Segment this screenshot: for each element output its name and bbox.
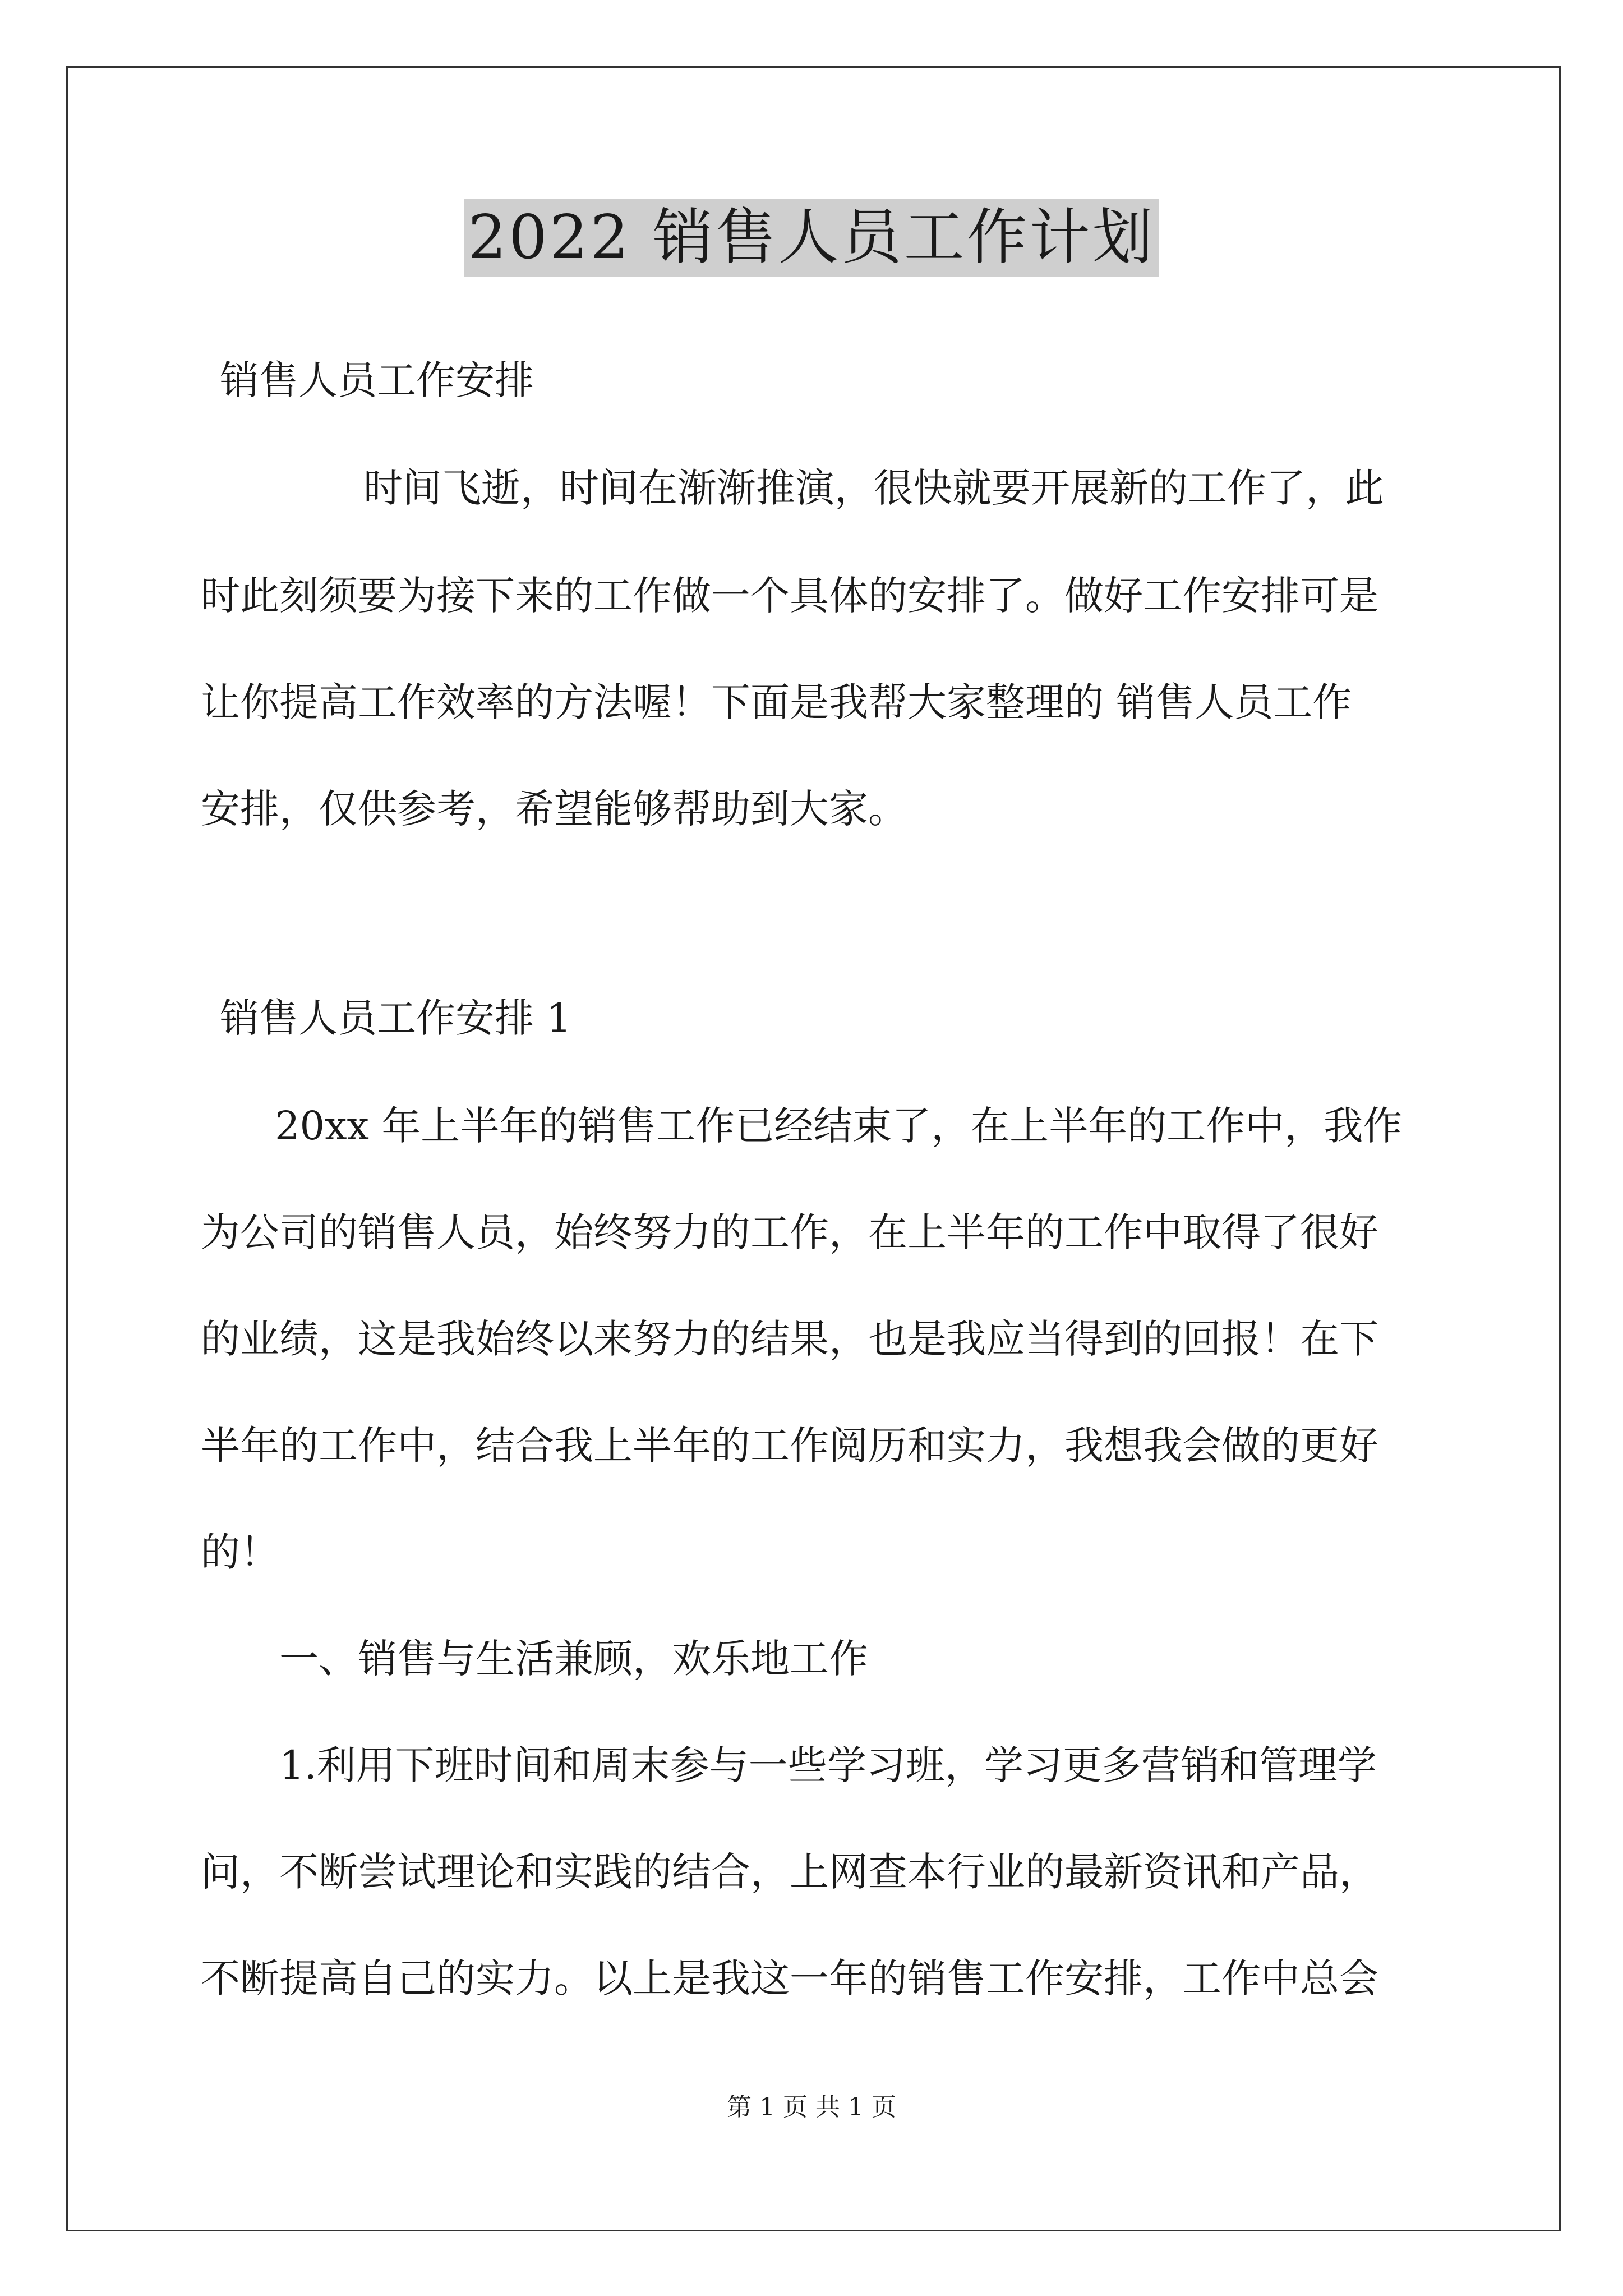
paragraph-line: 时间飞逝，时间在渐渐推演，很快就要开展新的工作了，此 xyxy=(363,465,1384,511)
heading-line: 销售人员工作安排 xyxy=(220,357,534,403)
paragraph-line: 的业绩，这是我始终以来努力的结果，也是我应当得到的回报！在下 xyxy=(201,1316,1378,1362)
section-heading: 一、销售与生活兼顾，欢乐地工作 xyxy=(279,1636,868,1682)
page-footer: 第 1 页 共 1 页 xyxy=(727,2093,896,2122)
paragraph-line: 半年的工作中，结合我上半年的工作阅历和实力，我想我会做的更好 xyxy=(201,1423,1378,1469)
heading-line: 销售人员工作安排 1 xyxy=(220,995,571,1041)
paragraph-line: 安排，仅供参考，希望能够帮助到大家。 xyxy=(201,786,907,832)
paragraph-line: 1.利用下班时间和周末参与一些学习班，学习更多营销和管理学 xyxy=(279,1742,1377,1788)
paragraph-line: 为公司的销售人员，始终努力的工作，在上半年的工作中取得了很好 xyxy=(201,1209,1378,1255)
paragraph-line: 时此刻须要为接下来的工作做一个具体的安排了。做好工作安排可是 xyxy=(201,573,1378,619)
title-container xyxy=(0,199,1623,277)
document-title: 2022 销售人员工作计划 xyxy=(464,199,1158,277)
paragraph-line: 不断提高自己的实力。以上是我这一年的销售工作安排，工作中总会 xyxy=(201,1955,1378,2001)
paragraph-line: 问，不断尝试理论和实践的结合，上网查本行业的最新资讯和产品， xyxy=(201,1849,1378,1895)
paragraph-line: 让你提高工作效率的方法喔！下面是我帮大家整理的 销售人员工作 xyxy=(201,679,1352,725)
paragraph-line: 20xx 年上半年的销售工作已经结束了，在上半年的工作中，我作 xyxy=(275,1103,1403,1149)
paragraph-line: 的！ xyxy=(201,1529,279,1575)
